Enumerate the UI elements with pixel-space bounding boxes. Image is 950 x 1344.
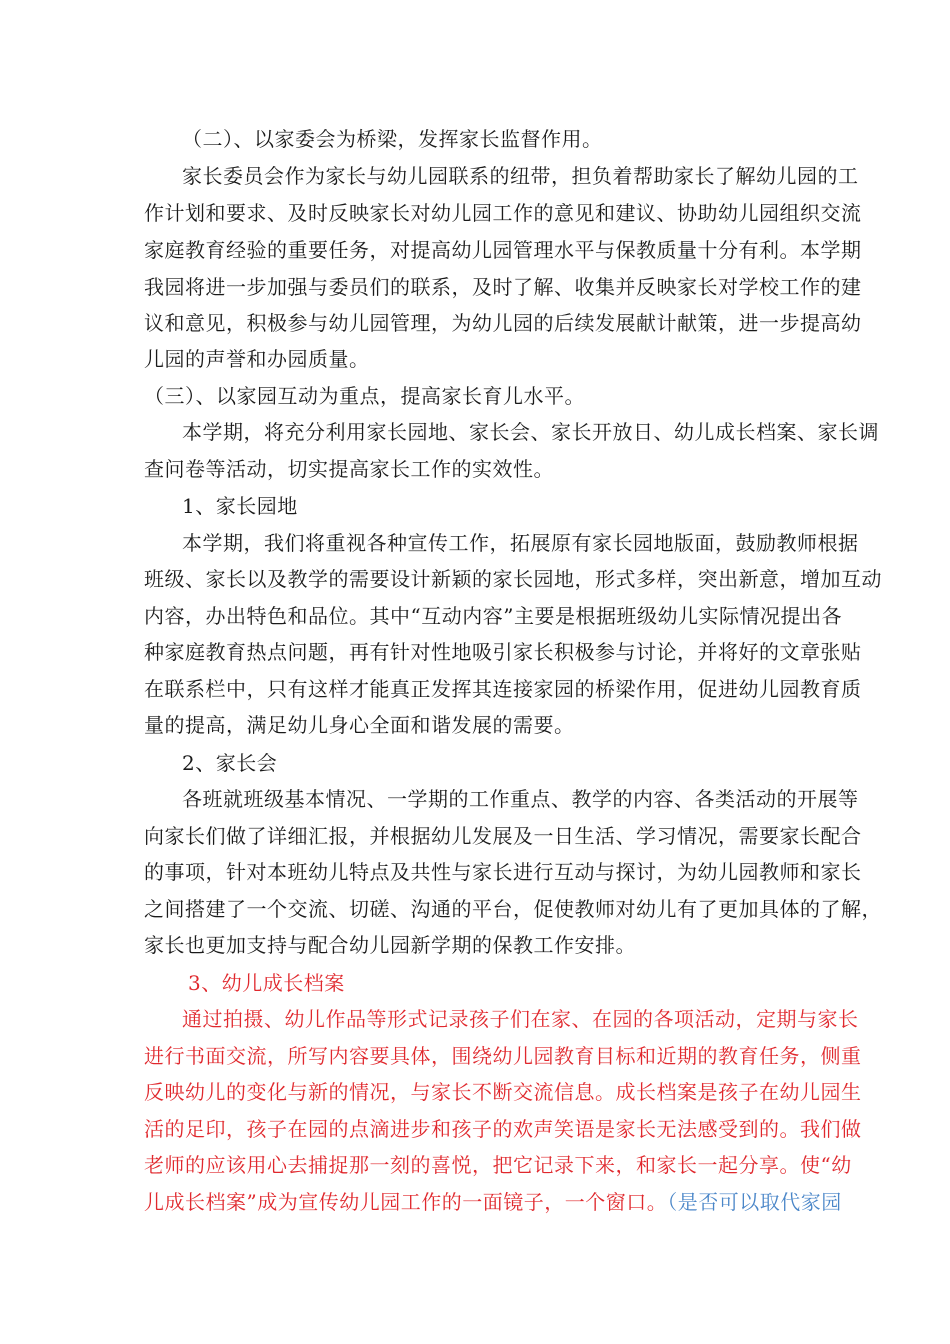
subheading-parent-board: 1、家长园地 (182, 494, 298, 518)
paragraph-line: 本学期，将充分利用家长园地、家长会、家长开放日、幼儿成长档案、家长调 (182, 420, 879, 444)
paragraph-line: 议和意见，积极参与幼儿园管理，为幼儿园的后续发展献计献策，进一步提高幼 (144, 311, 862, 335)
paragraph-line: 家庭教育经验的重要任务，对提高幼儿园管理水平与保教质量十分有利。本学期 (144, 238, 862, 262)
paragraph-line: 之间搭建了一个交流、切磋、沟通的平台，促使教师对幼儿有了更加具体的了解， (144, 897, 882, 921)
paragraph-line: 向家长们做了详细汇报，并根据幼儿发展及一日生活、学习情况，需要家长配合 (144, 824, 862, 848)
paragraph-line: 作计划和要求、及时反映家长对幼儿园工作的意见和建议、协助幼儿园组织交流 (144, 201, 862, 225)
paragraph-line: 种家庭教育热点问题，再有针对性地吸引家长积极参与讨论，并将好的文章张贴 (144, 640, 862, 664)
paragraph-line: 的事项，针对本班幼儿特点及共性与家长进行互动与探讨，为幼儿园教师和家长 (144, 860, 862, 884)
paragraph-line-highlighted: 儿成长档案”成为宣传幼儿园工作的一面镜子，一个窗口。 (144, 1190, 668, 1214)
subheading-growth-archive: 3、幼儿成长档案 (188, 971, 345, 995)
paragraph-line-highlighted: 老师的应该用心去捕捉那一刻的喜悦，把它记录下来，和家长一起分享。使“幼 (144, 1153, 852, 1177)
paragraph-line-highlighted: 进行书面交流，所写内容要具体，围绕幼儿园教育目标和近期的教育任务，侧重 (144, 1044, 862, 1068)
paragraph-line: 我园将进一步加强与委员们的联系，及时了解、收集并反映家长对学校工作的建 (144, 275, 862, 299)
review-comment: （是否可以取代家园 (667, 1190, 842, 1214)
paragraph-line: 本学期，我们将重视各种宣传工作，拓展原有家长园地版面，鼓励教师根据 (182, 531, 859, 555)
paragraph-line: 各班就班级基本情况、一学期的工作重点、教学的内容、各类活动的开展等 (182, 787, 859, 811)
subheading-parent-meeting: 2、家长会 (182, 751, 278, 775)
paragraph-line-last (144, 1186, 842, 1218)
paragraph-line: 儿园的声誉和办园质量。 (144, 347, 370, 371)
paragraph-line-highlighted: 通过拍摄、幼儿作品等形式记录孩子们在家、在园的各项活动，定期与家长 (182, 1007, 859, 1031)
paragraph-line-highlighted: 反映幼儿的变化与新的情况，与家长不断交流信息。成长档案是孩子在幼儿园生 (144, 1080, 862, 1104)
paragraph-line-highlighted: 活的足印，孩子在园的点滴进步和孩子的欢声笑语是家长无法感受到的。我们做 (144, 1117, 862, 1141)
paragraph-line: 在联系栏中，只有这样才能真正发挥其连接家园的桥梁作用，促进幼儿园教育质 (144, 677, 862, 701)
paragraph-line: 家长委员会作为家长与幼儿园联系的纽带，担负着帮助家长了解幼儿园的工 (182, 164, 859, 188)
section-heading-2: （二）、以家委会为桥梁，发挥家长监督作用。 (182, 127, 603, 151)
section-heading-3: （三）、以家园互动为重点，提高家长育儿水平。 (144, 384, 585, 408)
paragraph-line: 查问卷等活动，切实提高家长工作的实效性。 (144, 457, 554, 481)
paragraph-line: 家长也更加支持与配合幼儿园新学期的保教工作安排。 (144, 933, 636, 957)
paragraph-line: 班级、家长以及教学的需要设计新颖的家长园地，形式多样，突出新意，增加互动 (144, 567, 882, 591)
paragraph-line: 内容，办出特色和品位。其中“互动内容”主要是根据班级幼儿实际情况提出各 (144, 604, 842, 628)
paragraph-line: 量的提高，满足幼儿身心全面和谐发展的需要。 (144, 713, 575, 737)
